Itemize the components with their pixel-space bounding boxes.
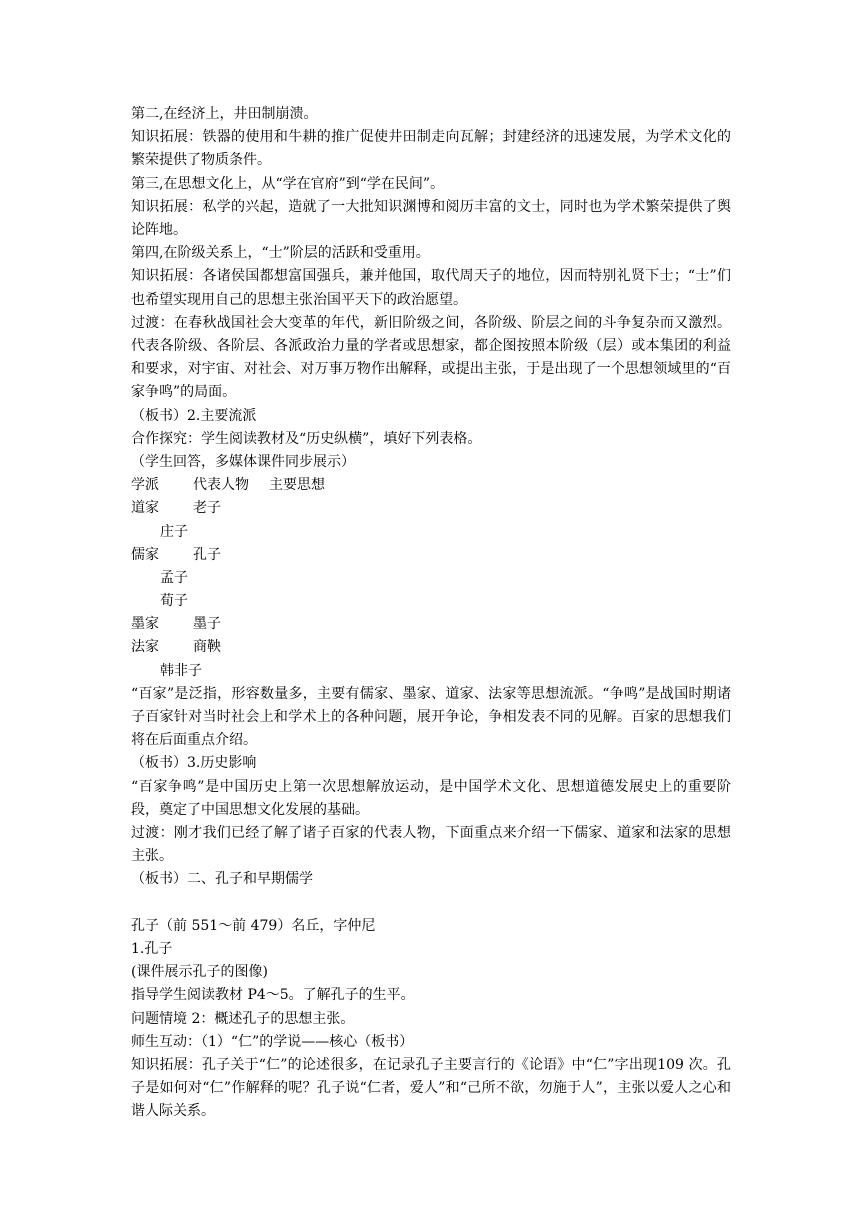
table-cell-person: 孟子 — [160, 569, 188, 586]
table-cell-school: 儒家 — [131, 546, 159, 563]
paragraph-courseware-image: (课件展示孔子的图像) — [131, 964, 268, 981]
heading-historical-impact: （板书）3.历史影响 — [131, 755, 257, 772]
table-cell-person: 庄子 — [160, 523, 188, 540]
schools-table — [131, 474, 731, 683]
paragraph-impact: “百家争鸣”是中国历史上第一次思想解放运动，是中国学术文化、思想道德发展史上的重要阶段，奠定了中国思想文化发展的基础。 — [131, 778, 731, 818]
document-page — [131, 103, 731, 1124]
paragraph-hundred-schools: “百家”是泛指，形容数量多，主要有儒家、墨家、道家、法家等思想流派。“争鸣”是战国时期诸子百家针对当时社会上和学术上的各种问题，展开争论，争相发表不同的见解。百家的思想我们将在后面重点介绍。 — [131, 685, 731, 749]
paragraph-interaction: 师生互动：（1）“仁”的学说——核心（板书） — [131, 1033, 414, 1050]
table-header-person: 代表人物 — [193, 477, 249, 494]
table-cell-school: 法家 — [131, 639, 159, 656]
table-header-school: 学派 — [131, 477, 159, 494]
paragraph-transition-1: 过渡：在春秋战国社会大变革的年代，新旧阶级之间，各阶级、阶层之间的斗争复杂而又激烈。代表各阶级、各阶层、各派政治力量的学者或思想家，都企图按照本阶级（层）或本集团的利益和要求，对宇宙、对社会、对万事万物作出解释，或提出主张，于是出现了一个思想领域里的“百家争鸣”的局面。 — [131, 314, 731, 401]
paragraph-problem-scenario: 问题情境 2：概述孔子的思想主张。 — [131, 1010, 355, 1027]
table-row — [131, 590, 731, 613]
table-cell-person: 韩非子 — [160, 662, 202, 679]
paragraph-confucius-intro: 孔子（前 551～前 479）名丘，字仲尼 — [131, 917, 376, 934]
heading-confucius-section: （板书）二、孔子和早期儒学 — [131, 871, 313, 888]
table-header-idea: 主要思想 — [269, 477, 325, 494]
paragraph-cooperative-inquiry: 合作探究：学生阅读教材及“历史纵横”，填好下列表格。 — [131, 430, 482, 447]
table-row — [131, 636, 731, 659]
paragraph-knowledge-class: 知识拓展：各诸侯国都想富国强兵，兼并他国，取代周天子的地位，因而特别礼贤下士；“士”们也希望实现用自己的思想主张治国平天下的政治愿望。 — [131, 268, 731, 308]
table-cell-school: 墨家 — [131, 616, 159, 633]
table-row — [131, 613, 731, 636]
table-row — [131, 497, 731, 520]
paragraph-knowledge-economy: 知识拓展：铁器的使用和牛耕的推广促使井田制走向瓦解；封建经济的迅速发展，为学术文化的繁荣提供了物质条件。 — [131, 129, 731, 169]
paragraph-knowledge-ren: 知识拓展：孔子关于“仁”的论述很多，在记录孔子主要言行的《论语》中“仁”字出现109 次。孔子是如何对“仁”作解释的呢？孔子说“仁者，爱人”和“己所不欲，勿施于人”，主张以爱人之心和谐人际关系。 — [131, 1056, 731, 1120]
table-cell-person: 孔子 — [193, 546, 221, 563]
table-cell-person: 墨子 — [193, 616, 221, 633]
paragraph-transition-2: 过渡：刚才我们已经了解了诸子百家的代表人物，下面重点来介绍一下儒家、道家和法家的思想主张。 — [131, 825, 731, 865]
table-cell-person: 荀子 — [160, 593, 188, 610]
table-row — [131, 567, 731, 590]
table-row — [131, 521, 731, 544]
heading-main-schools: （板书）2.主要流派 — [131, 407, 257, 424]
table-cell-school: 道家 — [131, 500, 159, 517]
blank-line — [131, 892, 731, 915]
paragraph-economy: 第二,在经济上，井田制崩溃。 — [131, 106, 318, 122]
heading-confucius: 1.孔子 — [131, 941, 173, 958]
table-header-row — [131, 474, 731, 497]
paragraph-knowledge-culture: 知识拓展：私学的兴起，造就了一大批知识渊博和阅历丰富的文士，同时也为学术繁荣提供了舆论阵地。 — [131, 198, 731, 238]
paragraph-class: 第四,在阶级关系上，“士”阶层的活跃和受重用。 — [131, 245, 430, 262]
table-row — [131, 544, 731, 567]
paragraph-student-answer: （学生回答，多媒体课件同步展示） — [131, 453, 355, 470]
paragraph-guide-reading: 指导学生阅读教材 P4～5。了解孔子的生平。 — [131, 987, 415, 1004]
paragraph-culture: 第三,在思想文化上，从“学在官府”到“学在民间”。 — [131, 175, 445, 192]
table-cell-person: 老子 — [193, 500, 221, 517]
table-row — [131, 660, 731, 683]
table-cell-person: 商鞅 — [193, 639, 221, 656]
